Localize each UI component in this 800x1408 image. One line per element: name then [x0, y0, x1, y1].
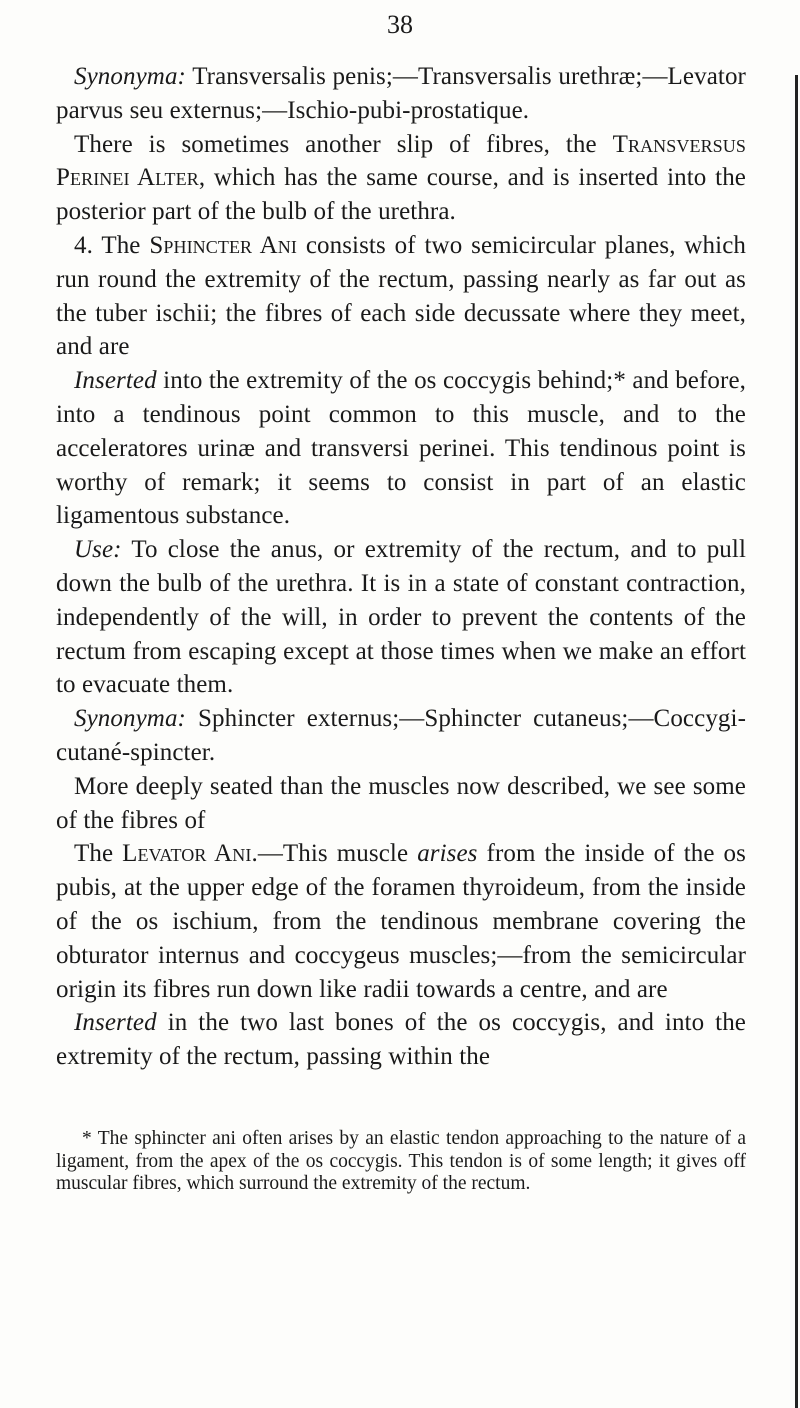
inserted-label: Inserted	[74, 367, 157, 395]
muscle-name: Sphincter Ani	[149, 231, 297, 259]
paragraph-text: There is sometimes another slip of fibres, the	[74, 130, 613, 158]
page-edge-shadow	[795, 75, 798, 1408]
paragraph-inserted-2	[56, 1006, 746, 1074]
paragraph-use	[56, 533, 746, 702]
paragraph-text: The	[74, 840, 123, 868]
paragraph-levator-ani	[56, 837, 746, 1006]
synonyma-label: Synonyma:	[74, 63, 186, 90]
paragraph-text: More deeply seated than the muscles now described, we see some of the fibres of	[56, 772, 746, 834]
paragraph-synonyma-2	[56, 702, 746, 770]
body-text	[56, 60, 746, 1074]
muscle-name: Transversus Perinei Alter	[56, 130, 746, 192]
paragraph-text: .—This muscle	[251, 840, 418, 868]
paragraph-synonyma-1	[56, 60, 746, 128]
paragraph-text: in the two last bones of the os coccygis, and into the extremity of the rectum, passing within the	[56, 1009, 746, 1071]
muscle-name: Levator Ani	[122, 840, 252, 868]
paragraph-text: from the inside of the os pubis, at the upper edge of the foramen thyroideum, from the inside of the os ischium, from the tendinous membrane covering the obturator internus and coccygeus muscles;—from the semicircular origin its fibres run down like radii towards a centre, and are	[56, 840, 746, 1003]
paragraph-transversus-alter	[56, 128, 746, 229]
synonyma-text: Transversalis penis;—Transversalis urethræ;—Levator parvus seu externus;—Ischio-pubi-prostatique.	[56, 63, 746, 124]
inserted-label: Inserted	[74, 1009, 157, 1037]
paragraph-text: into the extremity of the os coccygis behind;* and before, into a tendinous point common to this muscle, and to the acceleratores urinæ and transversi perinei. This tendinous point is worthy of remark; it seems to consist in part of an elastic ligamentous substance.	[56, 367, 746, 530]
footnote	[56, 1128, 746, 1196]
arises-label: arises	[417, 840, 478, 868]
paragraph-text: Sphincter externus;—Sphincter cutaneus;—Coccygi-cutané-spincter.	[56, 705, 746, 766]
paragraph-text: consists of two semicircular planes, which run round the extremity of the rectum, passing nearly as far out as the tuber ischii; the fibres of each side decussate where they meet, and are	[56, 231, 746, 361]
page-number: 38	[387, 10, 413, 39]
paragraph-text: To close the anus, or extremity of the rectum, and to pull down the bulb of the urethra. It is in a state of constant contraction, independently of the will, in order to prevent the contents of the rectum from escaping except at those times when we make an effort to evacuate them.	[56, 536, 746, 699]
footnote-text: * The sphincter ani often arises by an elastic tendon approaching to the nature of a ligament, from the apex of the os coccygis. This tendon is of some length; it gives off muscular fibres, which surround the extremity of the rectum.	[56, 1128, 746, 1194]
paragraph-sphincter-ani	[56, 229, 746, 364]
paragraph-text: 4. The	[74, 231, 150, 259]
use-label: Use:	[74, 536, 122, 564]
paragraph-inserted-1	[56, 364, 746, 533]
paragraph-text: , which has the same course, and is inserted into the posterior part of the bulb of the urethra.	[56, 164, 746, 226]
synonyma-label: Synonyma:	[74, 705, 186, 733]
paragraph-deeper	[56, 770, 746, 838]
